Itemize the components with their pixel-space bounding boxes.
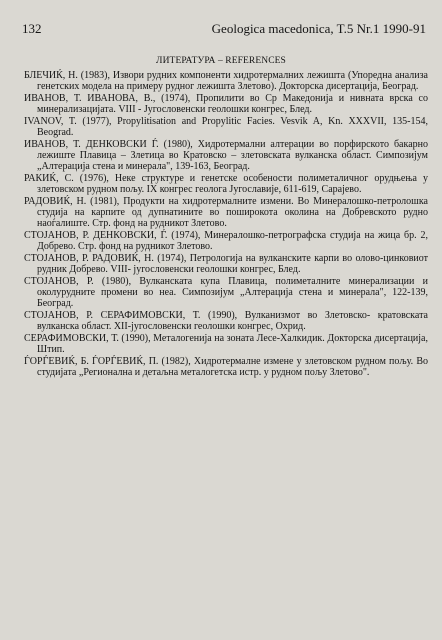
reference-item (24, 356, 428, 379)
reference-list (24, 70, 428, 379)
reference-item (24, 116, 428, 139)
reference-author: СТОЈАНОВ, (24, 309, 79, 321)
reference-item (24, 253, 428, 276)
reference-text: Т. ДЕНКОВСКИ Ѓ. (1980), Хидротермални алтерации во порфирското бакарно лежиште Плавица – Злетица во Кратовско – злетовската вулканска област. Симпозијум „Алтерација стена и минерала", 139-163, Београд. (37, 138, 428, 173)
page-number: 132 (22, 21, 42, 36)
reference-author: СТОЈАНОВ, (24, 229, 79, 241)
reference-author: ИВАНОВ, (24, 92, 69, 104)
reference-text: Т. ИВАНОВА, В., (1974), Пропилити во Ср Македонија и нивната врска со минерализацијата. VIII - Југословенски геолошки конгрес, Блед. (37, 92, 428, 116)
reference-text: Н. (1981), Продукти на хидротермалните измени. Во Минералошко-петролошка студија на карпите од дупнатините во поширокота околина на Добревското рудно наоѓалиште. Стр. фонд на рудникот Злетово. (37, 195, 428, 230)
section-title: ЛИТЕРАТУРА – REFERENCES (156, 56, 286, 66)
reference-item (24, 70, 428, 93)
reference-author: IVANOV, (24, 115, 64, 127)
reference-text: T. (1977), Propylitisation and Propylitic Facies. Vesvik A, Kn. XXXVII, 135-154, Beograd. (37, 115, 428, 139)
page-header (22, 21, 426, 37)
reference-item (24, 333, 428, 356)
reference-author: СТОЈАНОВ, (24, 252, 79, 264)
journal-citation: Geologica macedonica, T.5 Nr.1 1990-91 (211, 21, 426, 36)
reference-text: Б. ЃОРЃЕВИЌ, П. (1982), Хидротермалне измене у злетовском рудном пољу. Во студијата „Регионална и детаљна металогетска истр. у рудном пољу Злетово". (37, 355, 428, 378)
reference-item (24, 139, 428, 173)
reference-item (24, 196, 428, 230)
reference-item (24, 276, 428, 310)
reference-item (24, 93, 428, 116)
reference-author: СТОЈАНОВ, (24, 275, 79, 287)
reference-text: Р. ДЕНКОВСКИ, Ѓ. (1974), Минералошко-петрографска студија на жица бр. 2, Добрево. Стр. фонд на рудникот Злетово. (37, 229, 428, 253)
reference-item (24, 230, 428, 253)
reference-author: РАКИЌ, (24, 172, 59, 184)
reference-author: ЃОРЃЕВИЌ, (24, 355, 78, 367)
reference-item (24, 310, 428, 333)
reference-author: СЕРАФИМОВСКИ, (24, 332, 109, 344)
reference-text: Т. (1990), Металогенија на зоната Лece-Халкидик. Докторска дисертација, Штип. (37, 332, 428, 356)
reference-author: РАДОВИЌ, (24, 195, 73, 207)
reference-text: С. (1976), Неке структуре и генетске особености полиметаличног орудњења у злетовском рудном пољу. IX конгрес геолога Југославије, 611-619, Сарајево. (37, 172, 428, 196)
reference-author: ИВАНОВ, (24, 138, 69, 150)
reference-author: БЛЕЧИЌ, (24, 70, 66, 81)
reference-text: Н. (1983), Извори рудних компоненти хидротермалних лежишта (Упоредна анализа генетских модела на примеру рудног лежишта Злетово). Докторска дисертација, Београд. (37, 70, 428, 93)
reference-item (24, 173, 428, 196)
reference-text: Р. СЕРАФИМОВСКИ, Т. (1990), Вулканизмот во Злетовско- кратовската вулканска област. XII-југословенски геолошки конгрес, Охрид. (37, 309, 428, 333)
reference-text: Р. (1980), Вулканската купа Плавица, полиметалните минерализации и околурудните промени во неа. Симпозијум „Алтерација стена и минерала", 122-139, Београд. (37, 275, 428, 310)
reference-text: Р. РАДОВИЌ, Н. (1974), Петрологија на вулканските карпи во олово-цинковиот рудник Добрево. VIII- југословенски геолошки конгрес, Блед. (37, 252, 428, 276)
